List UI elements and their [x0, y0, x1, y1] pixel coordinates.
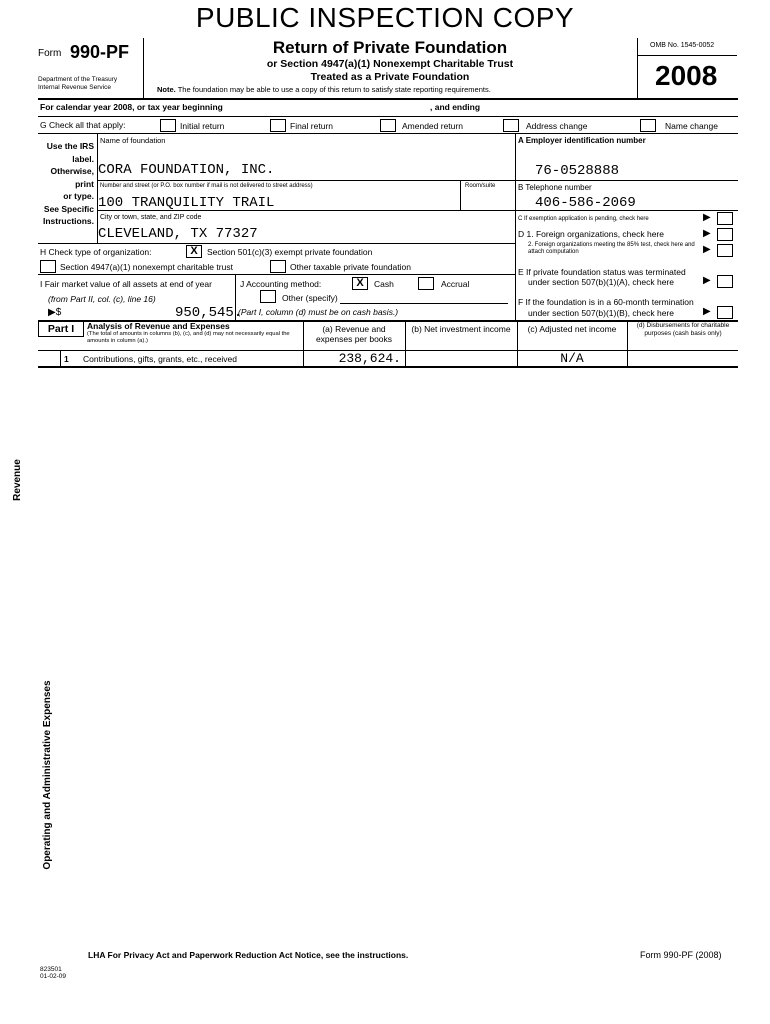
column-rule: [405, 350, 406, 366]
f-60-month-line1: F If the foundation is in a 60-month termination: [518, 297, 694, 307]
column-rule: [517, 350, 518, 366]
e-terminated-checkbox[interactable]: [717, 275, 733, 288]
street-caption: Number and street (or P.O. box number if mail is not delivered to street address): [100, 183, 313, 189]
d2-foreign-checkbox[interactable]: [717, 244, 733, 257]
h-4947-checkbox[interactable]: [40, 260, 56, 273]
h-4947-label: Section 4947(a)(1) nonexempt charitable trust: [60, 262, 233, 272]
i-fmv-line1: I Fair market value of all assets at end of year: [40, 279, 212, 289]
footer-form-ref: Form 990-PF (2008): [640, 950, 722, 960]
form-subtitle-2: Treated as a Private Foundation: [310, 71, 470, 83]
ein-caption: A Employer identification number: [518, 136, 646, 145]
f-arrow-icon: ▶: [703, 306, 711, 317]
i-fmv-line2: (from Part II, col. (c), line 16): [48, 294, 156, 304]
cell-value-a: 238,624.: [338, 350, 401, 366]
h-501c3-checkbox[interactable]: X: [186, 245, 202, 258]
f-60-month-checkbox[interactable]: [717, 306, 733, 319]
column-rule: [303, 350, 304, 366]
j-accrual-label: Accrual: [441, 279, 470, 289]
e-terminated-line2: under section 507(b)(1)(A), check here: [528, 277, 674, 287]
part1-tag-box: Part I: [38, 321, 84, 337]
e-terminated-line1: E If private foundation status was terminated: [518, 267, 686, 277]
table-bottom-rule: [38, 366, 738, 368]
footer-code: 823501 01-02-09: [40, 966, 67, 980]
phone-value: 406-586-2069: [535, 195, 636, 211]
address-change-label: Address change: [526, 121, 588, 131]
part1-title-note: (The total of amounts in columns (b), (c), and (d) may not necessarily equal the amounts in column (a).): [87, 331, 290, 344]
line-label: Contributions, gifts, grants, etc., received: [83, 353, 238, 364]
check-g-label: G Check all that apply:: [40, 120, 126, 130]
side-label-expenses: Operating and Administrative Expenses: [42, 680, 53, 870]
j-other-checkbox[interactable]: [260, 290, 276, 303]
calendar-ending: , and ending: [430, 102, 481, 112]
col-b-header: (b) Net investment income: [411, 324, 511, 334]
f-60-month-line2: under section 507(b)(1)(B), check here: [528, 308, 674, 318]
use-irs-label: Use the IRS label. Otherwise, print or type. See Specific Instructions.: [42, 141, 94, 226]
col-a-header: (a) Revenue and expenses per books: [315, 324, 393, 344]
j-cash-label: Cash: [374, 279, 394, 289]
h-org-type-label: H Check type of organization:: [40, 247, 152, 257]
city-caption: City or town, state, and ZIP code: [100, 214, 202, 221]
j-cash-basis-note: (Part I, column (d) must be on cash basis.): [238, 307, 399, 317]
e-arrow-icon: ▶: [703, 275, 711, 286]
c-exemption-text: C If exemption application is pending, check here: [518, 216, 649, 222]
line-number: 1: [64, 353, 69, 364]
name-change-checkbox[interactable]: [640, 119, 656, 132]
d1-foreign-text: D 1. Foreign organizations, check here: [518, 229, 664, 239]
initial-return-label: Initial return: [180, 121, 225, 131]
dept-treasury: Department of the Treasury: [38, 76, 118, 83]
side-rule: [60, 350, 61, 366]
phone-caption: B Telephone number: [518, 183, 592, 192]
d1-foreign-checkbox[interactable]: [717, 228, 733, 241]
foundation-name: CORA FOUNDATION, INC.: [98, 162, 275, 178]
h-other-taxable-checkbox[interactable]: [270, 260, 286, 273]
h-501c3-label: Section 501(c)(3) exempt private foundation: [207, 247, 373, 257]
j-other-label: Other (specify): [282, 293, 338, 303]
omb-number: OMB No. 1545-0052: [650, 42, 715, 49]
d1-arrow-icon: ▶: [703, 228, 711, 239]
col-d-header: (d) Disbursements for charitable purposes (cash basis only): [636, 322, 730, 337]
room-caption: Room/suite: [465, 183, 496, 189]
form-label: Form: [38, 48, 62, 59]
final-return-checkbox[interactable]: [270, 119, 286, 132]
i-fmv-prefix: ▶$: [48, 307, 62, 318]
name-change-label: Name change: [665, 121, 718, 131]
d2-foreign-text: 2. Foreign organizations meeting the 85% test, check here and attach computation: [528, 242, 695, 255]
tax-year: 2008: [655, 60, 718, 91]
side-label-revenue: Revenue: [12, 459, 23, 501]
form-subtitle-1: or Section 4947(a)(1) Nonexempt Charitable Trust: [266, 58, 514, 70]
d2-arrow-icon: ▶: [703, 244, 711, 255]
form-title: Return of Private Foundation: [272, 38, 508, 57]
column-rule: [627, 350, 628, 366]
h-other-taxable-label: Other taxable private foundation: [290, 262, 411, 272]
irs-line: Internal Revenue Service: [38, 84, 111, 91]
name-caption: Name of foundation: [100, 136, 166, 145]
final-return-label: Final return: [290, 121, 333, 131]
lha-notice: LHA For Privacy Act and Paperwork Reduction Act Notice, see the instructions.: [88, 950, 409, 960]
calendar-year-line: For calendar year 2008, or tax year beginning: [40, 102, 223, 112]
street-address: 100 TRANQUILITY TRAIL: [98, 195, 275, 211]
j-accrual-checkbox[interactable]: [418, 277, 434, 290]
ein-value: 76-0528888: [535, 163, 620, 179]
public-inspection-banner: PUBLIC INSPECTION COPY: [195, 2, 575, 33]
address-change-checkbox[interactable]: [503, 119, 519, 132]
c-arrow-icon: ▶: [703, 212, 711, 223]
initial-return-checkbox[interactable]: [160, 119, 176, 132]
c-exemption-checkbox[interactable]: [717, 212, 733, 225]
amended-return-label: Amended return: [402, 121, 463, 131]
amended-return-checkbox[interactable]: [380, 119, 396, 132]
form-number: 990-PF: [70, 42, 130, 62]
col-c-header: (c) Adjusted net income: [527, 324, 617, 334]
i-fmv-value: 950,545.: [175, 305, 243, 321]
j-cash-checkbox[interactable]: X: [352, 277, 368, 290]
cell-value-c: N/A: [560, 350, 584, 366]
city-state-zip: CLEVELAND, TX 77327: [98, 226, 258, 242]
form-note: Note. The foundation may be able to use a copy of this return to satisfy state reporting requirements.: [157, 85, 491, 94]
j-accounting-label: J Accounting method:: [240, 279, 322, 289]
part1-title: Analysis of Revenue and Expenses: [87, 321, 230, 331]
